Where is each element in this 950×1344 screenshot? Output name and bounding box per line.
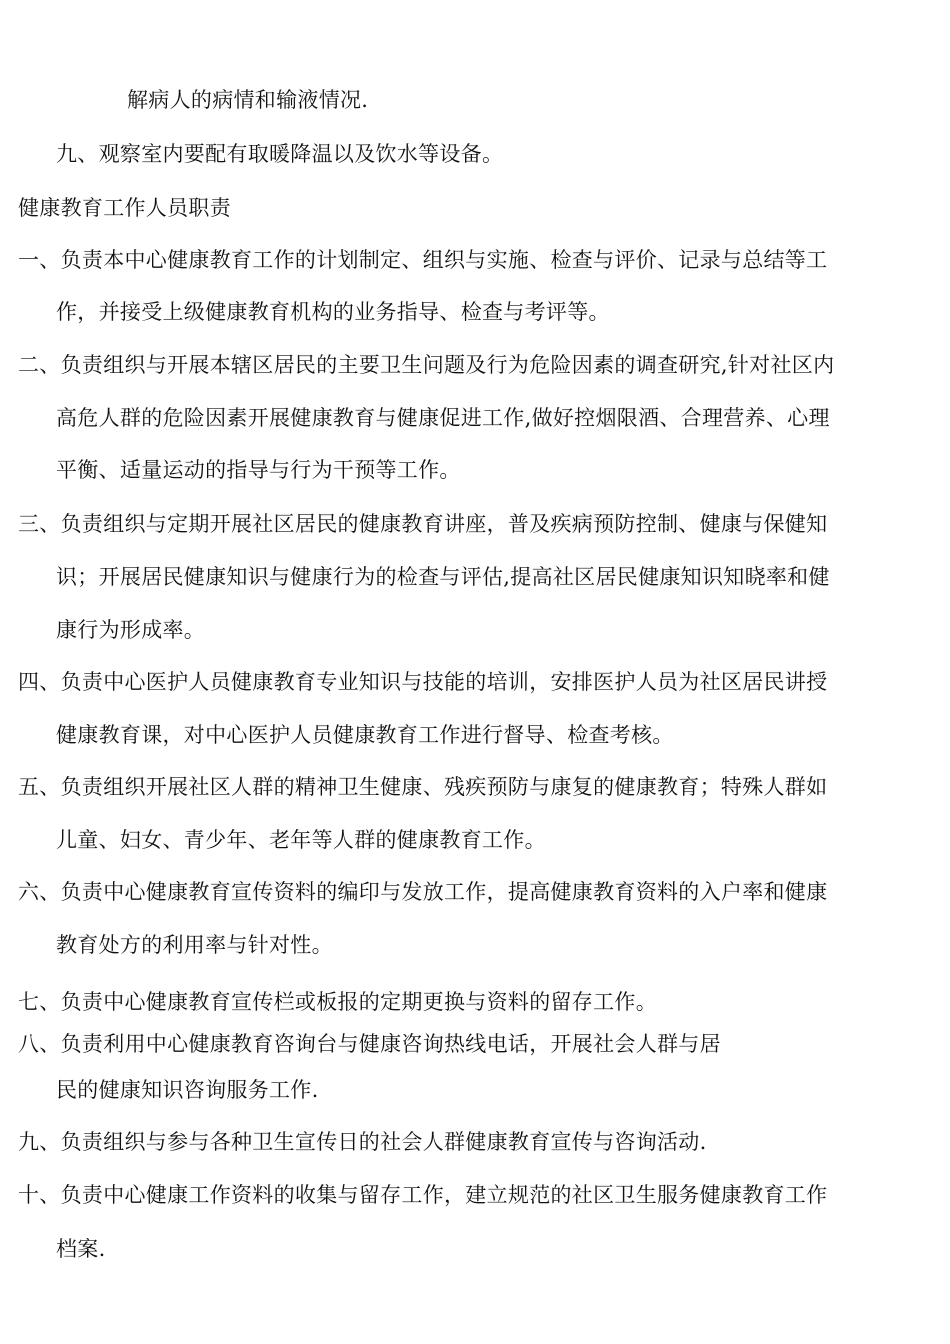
item-6-line-2: 教育处方的利用率与针对性。 bbox=[56, 933, 333, 957]
item-5-line-2: 儿童、妇女、青少年、老年等人群的健康教育工作。 bbox=[56, 828, 546, 852]
item-8-line-2: 民的健康知识咨询服务工作. bbox=[56, 1078, 319, 1102]
item-7-line-1: 七、负责中心健康教育宣传栏或板报的定期更换与资料的留存工作。 bbox=[18, 990, 657, 1014]
item-6-line-1: 六、负责中心健康教育宣传资料的编印与发放工作，提高健康教育资料的入户率和健康 bbox=[18, 880, 828, 904]
item-2-line-3: 平衡、适量运动的指导与行为干预等工作。 bbox=[56, 458, 461, 482]
item-4-line-2: 健康教育课，对中心医护人员健康教育工作进行督导、检查考核。 bbox=[56, 723, 674, 747]
item-1-line-2: 作，并接受上级健康教育机构的业务指导、检查与考评等。 bbox=[56, 300, 610, 324]
item-3-line-1: 三、负责组织与定期开展社区居民的健康教育讲座，普及疾病预防控制、健康与保健知 bbox=[18, 512, 828, 536]
item-10-line-1: 十、负责中心健康工作资料的收集与留存工作，建立规范的社区卫生服务健康教育工作 bbox=[18, 1183, 828, 1207]
item-3-line-3: 康行为形成率。 bbox=[56, 618, 206, 642]
preamble-line-2: 九、观察室内要配有取暖降温以及饮水等设备。 bbox=[56, 142, 504, 166]
item-2-line-2: 高危人群的危险因素开展健康教育与健康促进工作,做好控烟限酒、合理营养、心理 bbox=[56, 406, 830, 430]
item-1-line-1: 一、负责本中心健康教育工作的计划制定、组织与实施、检查与评价、记录与总结等工 bbox=[18, 248, 828, 272]
item-4-line-1: 四、负责中心医护人员健康教育专业知识与技能的培训，安排医护人员为社区居民讲授 bbox=[18, 670, 828, 694]
item-2-line-1: 二、负责组织与开展本辖区居民的主要卫生问题及行为危险因素的调查研究,针对社区内 bbox=[18, 353, 835, 377]
item-5-line-1: 五、负责组织开展社区人群的精神卫生健康、残疾预防与康复的健康教育；特殊人群如 bbox=[18, 775, 828, 799]
item-8-line-1: 八、负责利用中心健康教育咨询台与健康咨询热线电话，开展社会人群与居 bbox=[18, 1032, 721, 1056]
item-9-line-1: 九、负责组织与参与各种卫生宣传日的社会人群健康教育宣传与咨询活动. bbox=[18, 1130, 707, 1154]
item-3-line-2: 识；开展居民健康知识与健康行为的检查与评估,提高社区居民健康知识知晓率和健 bbox=[56, 565, 830, 589]
section-title: 健康教育工作人员职责 bbox=[18, 196, 231, 220]
preamble-line-1: 解病人的病情和输液情况. bbox=[127, 88, 369, 112]
item-10-line-2: 档案. bbox=[56, 1237, 106, 1261]
